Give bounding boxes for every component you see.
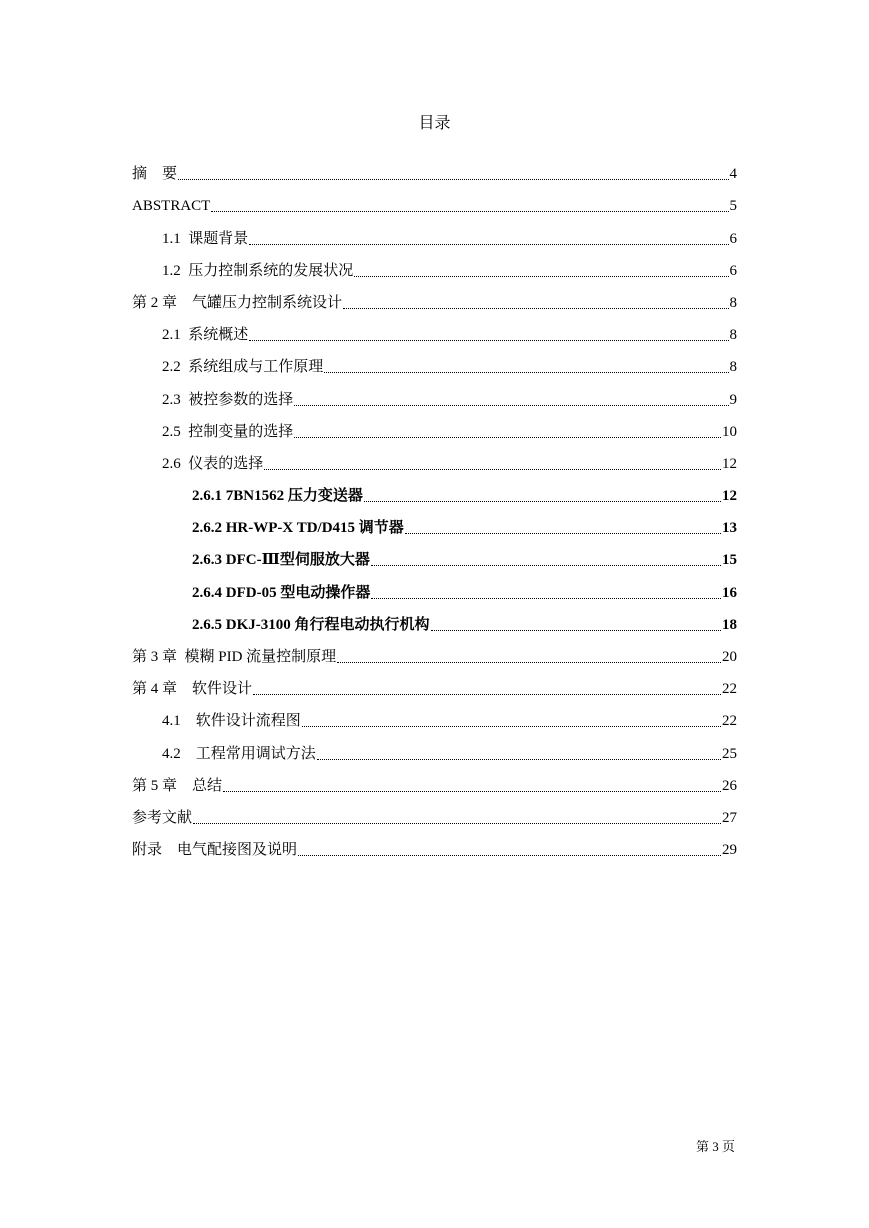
dot-leader: [298, 855, 721, 856]
toc-entry[interactable]: [132, 316, 737, 348]
table-of-contents: [132, 155, 737, 863]
toc-entry-label: 第 3 章 模糊 PID 流量控制原理: [132, 649, 337, 665]
toc-entry-page-number: 20: [722, 649, 737, 665]
toc-entry-page-number: 8: [729, 359, 737, 376]
toc-entry-label: ABSTRACT: [132, 198, 211, 215]
dot-leader: [371, 565, 721, 566]
page-number-footer: 第 3 页: [695, 1139, 735, 1154]
toc-entry-page-number: 25: [722, 745, 737, 762]
toc-entry-label: 1.2 压力控制系统的发展状况: [162, 262, 354, 279]
toc-entry[interactable]: [132, 445, 737, 477]
toc-entry-page-number: 13: [722, 520, 737, 537]
toc-entry-label: 第 4 章 软件设计: [132, 681, 253, 698]
toc-entry-page-number: 5: [729, 198, 737, 215]
toc-entry-label: 2.6 仪表的选择: [162, 455, 264, 472]
dot-leader: [302, 726, 721, 727]
toc-entry-label: 4.1 软件设计流程图: [162, 713, 301, 730]
dot-leader: [343, 308, 728, 309]
toc-entry[interactable]: [132, 767, 737, 799]
dot-leader: [354, 276, 728, 277]
toc-entry-label: 第 5 章 总结: [132, 777, 223, 794]
dot-leader: [193, 823, 721, 824]
toc-entry-label: 第 2 章 气罐压力控制系统设计: [132, 294, 343, 311]
toc-entry-page-number: 12: [722, 488, 737, 505]
toc-entry-page-number: 26: [722, 777, 737, 794]
toc-entry-page-number: 22: [722, 681, 737, 698]
toc-entry[interactable]: [132, 348, 737, 380]
toc-entry[interactable]: [132, 155, 737, 187]
toc-entry-label: 2.3 被控参数的选择: [162, 391, 294, 408]
dot-leader: [324, 372, 728, 373]
dot-leader: [249, 244, 728, 245]
dot-leader: [317, 759, 721, 760]
toc-entry-page-number: 6: [729, 262, 737, 279]
toc-entry-label: 2.6.4 DFD-05 型电动操作器: [192, 584, 371, 601]
toc-entry-label: 摘 要: [132, 166, 178, 183]
toc-entry-label: 2.6.2 HR-WP-X TD/D415 调节器: [192, 520, 404, 537]
toc-entry[interactable]: [132, 477, 737, 509]
toc-entry-page-number: 6: [729, 230, 737, 247]
dot-leader: [253, 694, 721, 695]
toc-title: 目录: [418, 115, 451, 132]
toc-entry-page-number: 29: [722, 842, 737, 859]
toc-entry-page-number: 8: [729, 327, 737, 344]
toc-entry-page-number: 8: [729, 294, 737, 311]
toc-entry-page-number: 15: [722, 552, 737, 569]
toc-entry[interactable]: [132, 380, 737, 412]
dot-leader: [337, 662, 721, 663]
toc-entry-label: 4.2 工程常用调试方法: [162, 745, 316, 762]
toc-entry[interactable]: [132, 219, 737, 251]
toc-entry-page-number: 16: [722, 584, 737, 601]
toc-entry-label: 附录 电气配接图及说明: [132, 842, 298, 859]
toc-entry-page-number: 10: [722, 423, 737, 440]
dot-leader: [223, 791, 721, 792]
toc-entry-page-number: 9: [729, 391, 737, 408]
dot-leader: [431, 630, 722, 631]
toc-entry[interactable]: [132, 734, 737, 766]
toc-entry[interactable]: [132, 831, 737, 863]
dot-leader: [211, 211, 728, 212]
dot-leader: [264, 469, 721, 470]
dot-leader: [178, 179, 728, 180]
dot-leader: [249, 340, 728, 341]
toc-entry-label: 2.2 系统组成与工作原理: [162, 359, 324, 376]
toc-entry-label: 2.5 控制变量的选择: [162, 423, 294, 440]
toc-entry-page-number: 12: [722, 455, 737, 472]
dot-leader: [294, 437, 721, 438]
toc-entry[interactable]: [132, 413, 737, 445]
toc-entry[interactable]: [132, 638, 737, 670]
toc-entry[interactable]: [132, 284, 737, 316]
dot-leader: [364, 501, 721, 502]
toc-entry-label: 2.6.5 DKJ-3100 角行程电动执行机构: [192, 616, 430, 633]
toc-entry-label: 1.1 课题背景: [162, 230, 249, 247]
toc-entry[interactable]: [132, 606, 737, 638]
toc-entry-label: 2.6.3 DFC-Ⅲ型伺服放大器: [192, 552, 370, 569]
toc-entry-page-number: 22: [722, 713, 737, 730]
toc-entry-label: 2.1 系统概述: [162, 327, 249, 344]
toc-entry[interactable]: [132, 252, 737, 284]
toc-entry-page-number: 18: [722, 616, 737, 633]
toc-entry-label: 2.6.1 7BN1562 压力变送器: [192, 488, 363, 505]
toc-entry-page-number: 27: [722, 809, 737, 826]
dot-leader: [405, 533, 721, 534]
dot-leader: [371, 598, 721, 599]
toc-entry-page-number: 4: [729, 166, 737, 183]
toc-entry[interactable]: [132, 799, 737, 831]
dot-leader: [294, 405, 728, 406]
toc-entry-label: 参考文献: [132, 809, 193, 826]
toc-entry[interactable]: [132, 541, 737, 573]
toc-entry[interactable]: [132, 702, 737, 734]
toc-entry[interactable]: [132, 187, 737, 219]
toc-entry[interactable]: [132, 573, 737, 605]
toc-entry[interactable]: [132, 670, 737, 702]
toc-entry[interactable]: [132, 509, 737, 541]
